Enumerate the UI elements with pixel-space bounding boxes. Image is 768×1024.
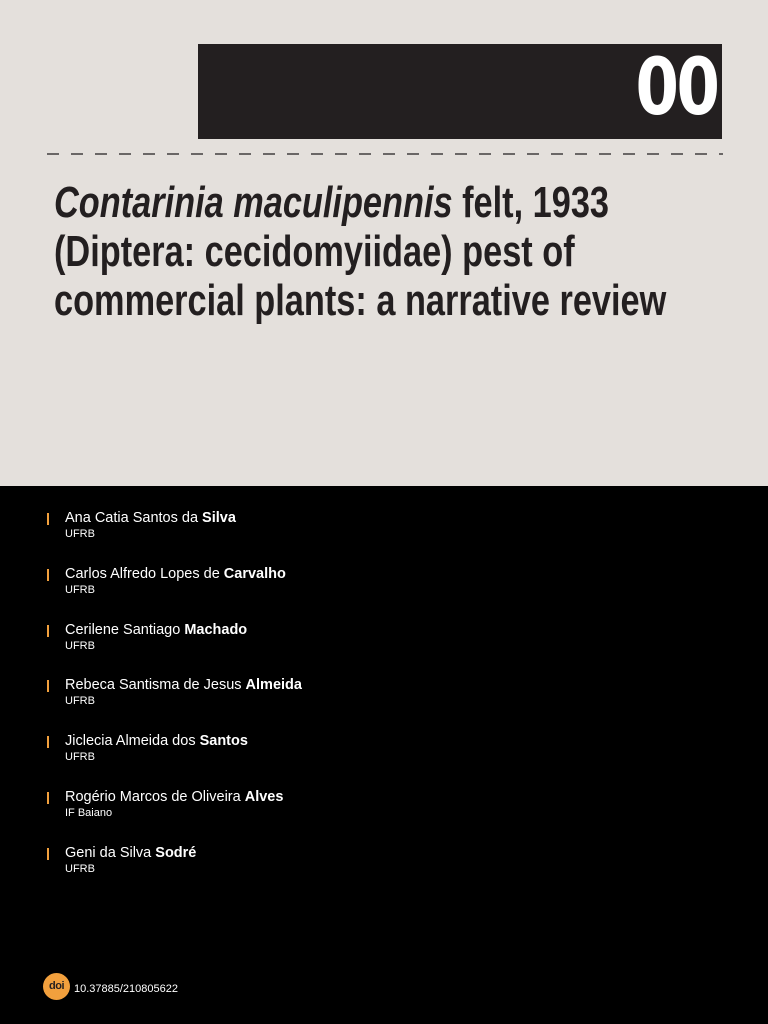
author-item: [0, 843, 768, 883]
author-name: Rebeca Santisma de Jesus Almeida: [65, 677, 302, 693]
author-affiliation: UFRB: [65, 528, 95, 540]
header-panel: [0, 0, 768, 486]
author-item: [0, 564, 768, 604]
author-item: [0, 731, 768, 771]
dashed-divider: [47, 153, 723, 155]
author-name: Ana Catia Santos da Silva: [65, 510, 236, 526]
author-item: [0, 675, 768, 715]
author-name: Cerilene Santiago Machado: [65, 622, 248, 638]
author-affiliation: UFRB: [65, 640, 95, 652]
author-item: [0, 620, 768, 660]
doi-icon: doi: [43, 973, 70, 1000]
author-name: Geni da Silva Sodré: [65, 845, 197, 861]
author-name: Carlos Alfredo Lopes de Carvalho: [65, 566, 286, 582]
chapter-number: 00: [635, 43, 718, 133]
author-marker: [47, 848, 49, 860]
author-item: [0, 508, 768, 548]
author-affiliation: IF Baiano: [65, 807, 113, 819]
author-marker: [47, 569, 49, 581]
author-affiliation: UFRB: [65, 584, 95, 596]
author-marker: [47, 680, 49, 692]
title-authority: felt, 1933: [452, 178, 610, 227]
title-line-2: (Diptera: cecidomyiidae) pest of: [54, 227, 575, 276]
author-name: Jiclecia Almeida dos Santos: [65, 733, 248, 749]
author-affiliation: UFRB: [65, 751, 95, 763]
author-marker: [47, 625, 49, 637]
article-title: [54, 178, 667, 325]
author-item: [0, 787, 768, 827]
author-affiliation: UFRB: [65, 695, 95, 707]
author-affiliation: UFRB: [65, 863, 95, 875]
title-line-3: commercial plants: a narrative review: [54, 276, 667, 325]
title-species: Contarinia maculipennis: [54, 178, 453, 227]
author-marker: [47, 736, 49, 748]
doi-link[interactable]: 10.37885/210805622: [74, 983, 178, 995]
author-marker: [47, 792, 49, 804]
author-name: Rogério Marcos de Oliveira Alves: [65, 789, 284, 805]
title-line-1: [54, 178, 616, 227]
chapter-number-box: [198, 44, 722, 139]
author-marker: [47, 513, 49, 525]
